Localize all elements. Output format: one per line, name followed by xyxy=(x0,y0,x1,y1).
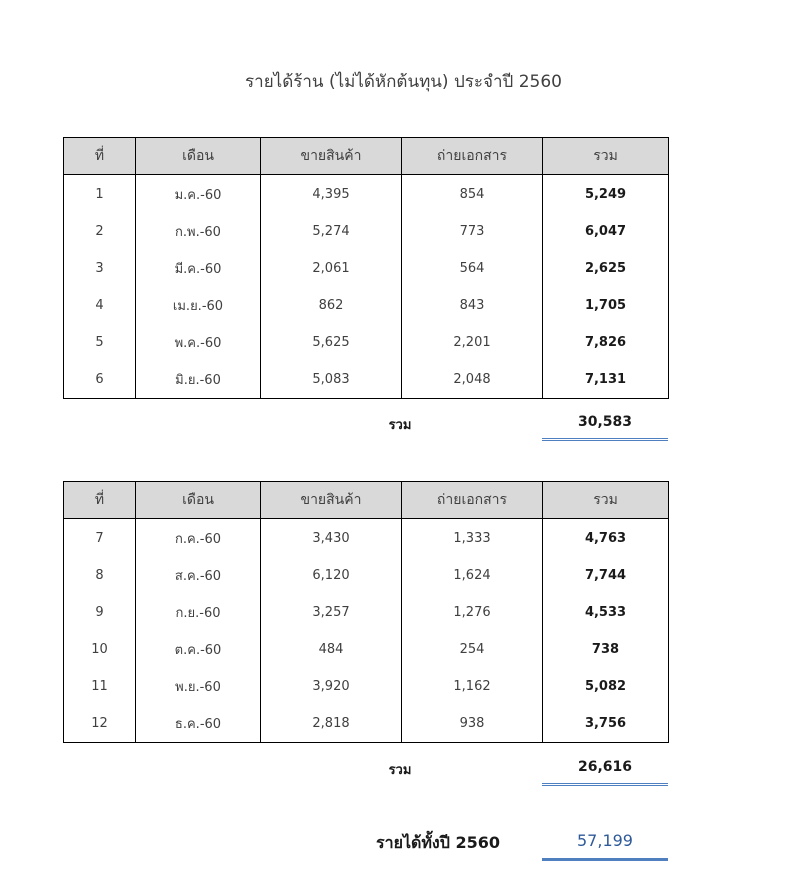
table-row xyxy=(64,361,669,399)
col-header-sales: ขายสินค้า xyxy=(261,138,402,175)
cell-sales: 5,625 xyxy=(261,324,402,361)
cell-total: 5,082 xyxy=(543,668,669,705)
cell-month: ก.พ.-60 xyxy=(136,213,261,250)
page-title: รายได้ร้าน (ไม่ได้หักต้นทุน) ประจำปี 2560 xyxy=(245,72,562,92)
table-row xyxy=(64,250,669,287)
cell-total: 3,756 xyxy=(543,705,669,743)
cell-month: มิ.ย.-60 xyxy=(136,361,261,399)
table-row xyxy=(64,631,669,668)
cell-month: เม.ย.-60 xyxy=(136,287,261,324)
col-header-sales: ขายสินค้า xyxy=(261,482,402,519)
cell-total: 5,249 xyxy=(543,175,669,214)
table-row xyxy=(64,519,669,558)
cell-sales: 2,818 xyxy=(261,705,402,743)
cell-total: 4,533 xyxy=(543,594,669,631)
cell-total: 1,705 xyxy=(543,287,669,324)
cell-sales: 5,083 xyxy=(261,361,402,399)
cell-copy: 1,624 xyxy=(402,557,543,594)
cell-sales: 2,061 xyxy=(261,250,402,287)
col-header-month: เดือน xyxy=(136,138,261,175)
cell-copy: 938 xyxy=(402,705,543,743)
table-row xyxy=(64,668,669,705)
cell-copy: 1,333 xyxy=(402,519,543,558)
table-row xyxy=(64,287,669,324)
table-row xyxy=(64,594,669,631)
cell-total: 738 xyxy=(543,631,669,668)
grand-total-value: 57,199 xyxy=(542,831,668,861)
cell-no: 12 xyxy=(64,705,136,743)
cell-copy: 1,162 xyxy=(402,668,543,705)
table-row xyxy=(64,324,669,361)
cell-copy: 2,048 xyxy=(402,361,543,399)
col-header-total: รวม xyxy=(543,138,669,175)
table-row xyxy=(64,213,669,250)
cell-month: ต.ค.-60 xyxy=(136,631,261,668)
income-table-jul-dec xyxy=(63,481,669,743)
table-row xyxy=(64,175,669,214)
table-header-row xyxy=(64,138,669,175)
cell-no: 3 xyxy=(64,250,136,287)
col-header-copy: ถ่ายเอกสาร xyxy=(402,482,543,519)
table-row xyxy=(64,705,669,743)
cell-sales: 3,920 xyxy=(261,668,402,705)
cell-sales: 6,120 xyxy=(261,557,402,594)
cell-copy: 843 xyxy=(402,287,543,324)
col-header-no: ที่ xyxy=(64,482,136,519)
cell-copy: 254 xyxy=(402,631,543,668)
cell-no: 6 xyxy=(64,361,136,399)
cell-sales: 3,430 xyxy=(261,519,402,558)
cell-month: ก.ค.-60 xyxy=(136,519,261,558)
cell-no: 9 xyxy=(64,594,136,631)
subtotal-value-1: 30,583 xyxy=(542,414,668,441)
cell-copy: 1,276 xyxy=(402,594,543,631)
cell-no: 1 xyxy=(64,175,136,214)
cell-total: 4,763 xyxy=(543,519,669,558)
table-header-row xyxy=(64,482,669,519)
cell-no: 7 xyxy=(64,519,136,558)
cell-month: พ.ย.-60 xyxy=(136,668,261,705)
cell-no: 10 xyxy=(64,631,136,668)
cell-sales: 4,395 xyxy=(261,175,402,214)
cell-no: 2 xyxy=(64,213,136,250)
cell-no: 8 xyxy=(64,557,136,594)
col-header-no: ที่ xyxy=(64,138,136,175)
cell-total: 7,131 xyxy=(543,361,669,399)
cell-total: 6,047 xyxy=(543,213,669,250)
cell-sales: 3,257 xyxy=(261,594,402,631)
cell-month: มี.ค.-60 xyxy=(136,250,261,287)
cell-total: 7,826 xyxy=(543,324,669,361)
grand-total-label: รายได้ทั้งปี 2560 xyxy=(375,833,500,852)
cell-no: 5 xyxy=(64,324,136,361)
cell-sales: 5,274 xyxy=(261,213,402,250)
cell-no: 11 xyxy=(64,668,136,705)
subtotal-label-2: รวม xyxy=(388,763,412,778)
subtotal-value-2: 26,616 xyxy=(542,759,668,786)
income-table-jan-jun xyxy=(63,137,669,399)
cell-total: 2,625 xyxy=(543,250,669,287)
cell-copy: 854 xyxy=(402,175,543,214)
subtotal-label-1: รวม xyxy=(388,418,412,433)
cell-month: ม.ค.-60 xyxy=(136,175,261,214)
col-header-copy: ถ่ายเอกสาร xyxy=(402,138,543,175)
cell-sales: 862 xyxy=(261,287,402,324)
table-row xyxy=(64,557,669,594)
cell-month: พ.ค.-60 xyxy=(136,324,261,361)
cell-copy: 773 xyxy=(402,213,543,250)
cell-total: 7,744 xyxy=(543,557,669,594)
cell-copy: 2,201 xyxy=(402,324,543,361)
cell-sales: 484 xyxy=(261,631,402,668)
cell-copy: 564 xyxy=(402,250,543,287)
col-header-month: เดือน xyxy=(136,482,261,519)
cell-month: ส.ค.-60 xyxy=(136,557,261,594)
cell-no: 4 xyxy=(64,287,136,324)
cell-month: ธ.ค.-60 xyxy=(136,705,261,743)
col-header-total: รวม xyxy=(543,482,669,519)
cell-month: ก.ย.-60 xyxy=(136,594,261,631)
